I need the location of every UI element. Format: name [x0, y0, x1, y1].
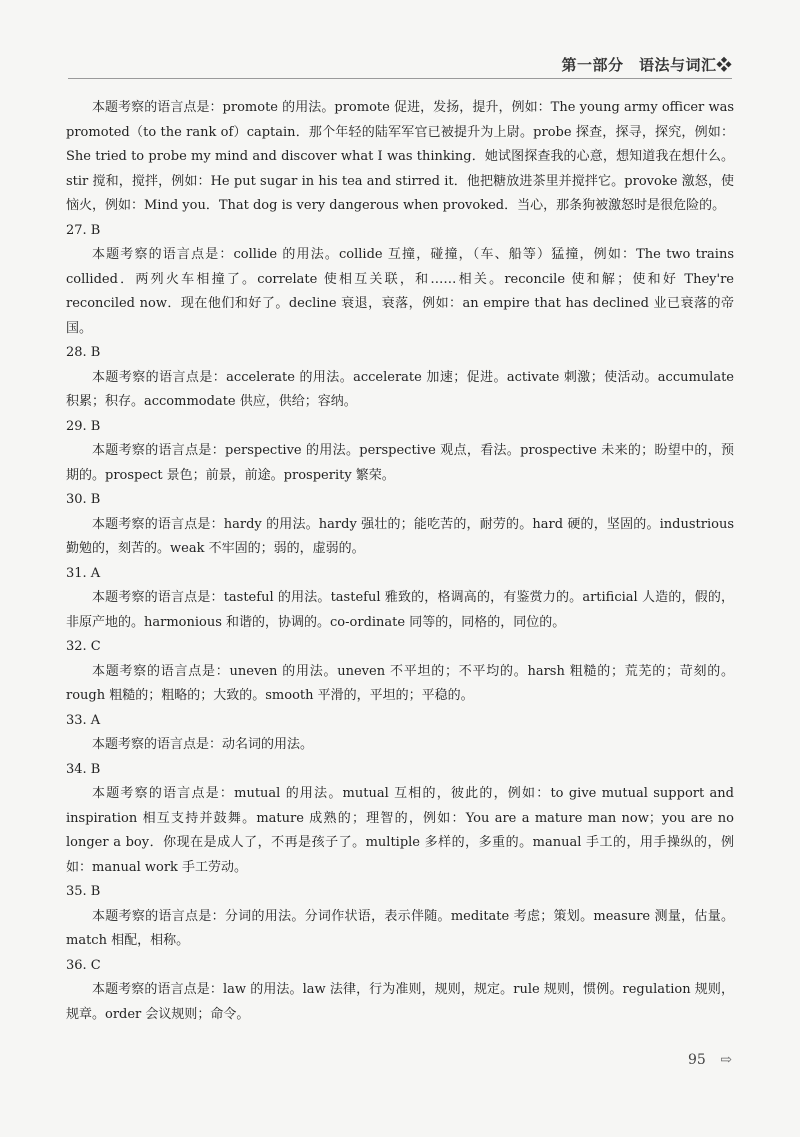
explanation-30: 本题考察的语言点是：hardy 的用法。hardy 强壮的；能吃苦的，耐劳的。hard 硬的，坚固的。industrious 勤勉的，刻苦的。weak 不牢固的；弱的，虚弱的。 [66, 516, 734, 556]
explanation-31: 本题考察的语言点是：tasteful 的用法。tasteful 雅致的，格调高的，有鉴赏力的。artificial 人造的，假的，非原产地的。harmonious 和谐的，协调的。co-ordinate 同等的，同格的，同位的。 [66, 590, 734, 630]
answer-35: 35. B [66, 884, 101, 899]
explanation-29: 本题考察的语言点是：perspective 的用法。perspective 观点，看法。prospective 未来的；盼望中的，预期的。prospect 景色；前景，前途。prosperity 繁荣。 [66, 443, 734, 483]
explanation-35: 本题考察的语言点是：分词的用法。分词作状语，表示伴随。meditate 考虑；策划。measure 测量，估量。match 相配，相称。 [66, 908, 734, 948]
answer-32: 32. C [66, 639, 101, 654]
answer-36: 36. C [66, 957, 101, 973]
page-number: 95 [687, 1052, 706, 1068]
explanation-36: 本题考察的语言点是：law 的用法。law 法律，行为准则，规则，规定。rule 规则，惯例。regulation 规则，规章。order 会议规则；命令。 [66, 982, 734, 1022]
answer-33: 33. A [66, 712, 101, 728]
answer-31: 31. A [66, 565, 101, 581]
explanation-33: 本题考察的语言点是：动名词的用法。 [92, 737, 314, 752]
running-header [68, 44, 732, 79]
answer-27: 27. B [66, 222, 101, 238]
answer-29: 29. B [66, 418, 101, 434]
section-title: 第一部分 语法与词汇❖ [561, 56, 732, 74]
answer-34: 34. B [66, 761, 101, 777]
answer-28: 28. B [66, 345, 101, 360]
next-page-arrow-icon: ⇨ [720, 1052, 732, 1068]
explanation-32: 本题考察的语言点是：uneven 的用法。uneven 不平坦的；不平均的。harsh 粗糙的；荒芜的；苛刻的。rough 粗糙的；粗略的；大致的。smooth 平滑的，平坦的；平稳的。 [66, 663, 734, 703]
answer-30: 30. B [66, 492, 101, 507]
answer-explanations [66, 96, 734, 1027]
explanation-28: 本题考察的语言点是：accelerate 的用法。accelerate 加速；促进。activate 刺激；使活动。accumulate 积累；积存。accommodate 供应，供给；容纳。 [66, 369, 734, 409]
explanation-34: 本题考察的语言点是：mutual 的用法。mutual 互相的，彼此的，例如：to give mutual support and inspiration 相互支持并鼓舞。mature 成熟的；理智的，例如：You are a mature man now；you are no longer a boy．你现在是成人了，不再是孩子了。multiple 多样的，多重的。manual 手工的，用手操纵的，例如：manual work 手工劳动。 [66, 786, 734, 875]
page-footer [688, 1052, 732, 1068]
explanation-26: 本题考察的语言点是：promote 的用法。promote 促进，发扬，提升，例如：The young army officer was promoted（to the rank of）captain．那个年轻的陆军军官已被提升为上尉。probe 探查，探寻，探究，例如：She tried to probe my mind and discover what I was thinking．她试图探查我的心意，想知道我在想什么。stir 搅和，搅拌，例如：He put sugar in his tea and stirred it．他把糖放进茶里并搅拌它。provoke 激怒，使恼火，例如：Mind you．That dog is very dangerous when provoked．当心，那条狗被激怒时是很危险的。 [66, 100, 734, 213]
explanation-27: 本题考察的语言点是：collide 的用法。collide 互撞，碰撞，（车、船等）猛撞，例如：The two trains collided．两列火车相撞了。correlate 使相互关联，和……相关。reconcile 使和解；使和好 They're reconciled now．现在他们和好了。decline 衰退，衰落，例如：an empire that has declined 业已衰落的帝国。 [66, 247, 734, 336]
